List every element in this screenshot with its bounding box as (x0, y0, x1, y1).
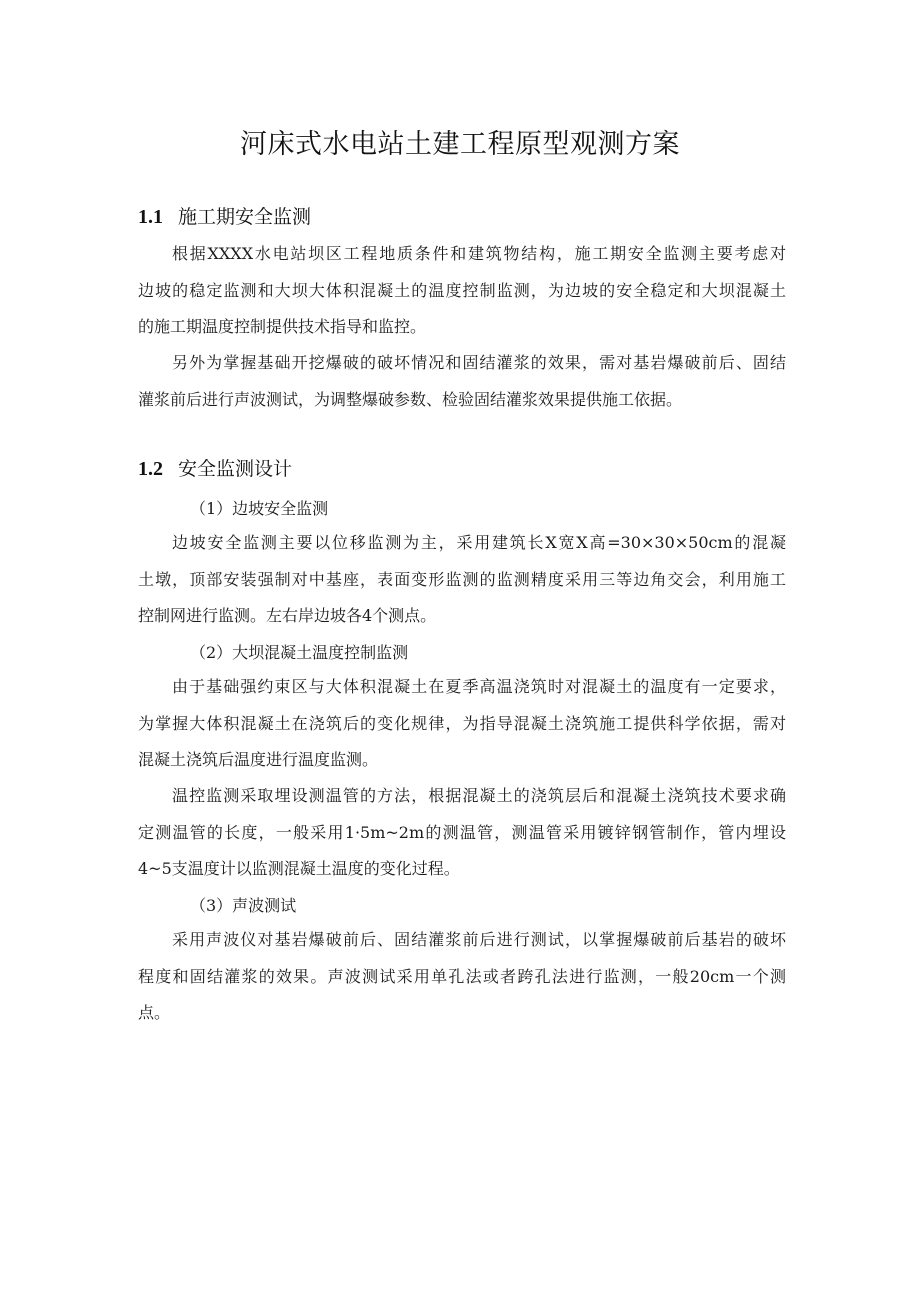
subsection-heading-2: （2）大坝混凝土温度控制监测 (190, 643, 409, 662)
paragraph (138, 922, 786, 1032)
text-line: 边坡的稳定监测和大坝大体积混凝土的温度控制监测，为边坡的安全稳定和大坝混凝土 (138, 280, 786, 300)
section-number: 1.1 (138, 206, 163, 228)
text-line: 边坡安全监测主要以位移监测为主，采用建筑长X宽X高=30×30×50cm的混凝 (172, 533, 786, 552)
text-line: 点。 (138, 1003, 171, 1023)
text-line: 4~5支温度计以监测混凝土温度的变化过程。 (138, 859, 460, 879)
document-title: 河床式水电站土建工程原型观测方案 (240, 129, 680, 160)
text-line: 的施工期温度控制提供技术指导和监控。 (138, 317, 427, 337)
paragraph (138, 525, 786, 635)
subsection-heading-3: （3）声波测试 (190, 896, 297, 915)
paragraph (138, 778, 786, 888)
section-number: 1.2 (138, 458, 163, 480)
text-line: 灌浆前后进行声波测试，为调整爆破参数、检验固结灌浆效果提供施工依据。 (138, 389, 683, 409)
section-heading-1-2 (138, 454, 292, 481)
paragraph (138, 345, 786, 418)
text-line: 根据XXXX水电站坝区工程地质条件和建筑物结构，施工期安全监测主要考虑对 (172, 244, 786, 263)
text-line: 程度和固结灌浆的效果。声波测试采用单孔法或者跨孔法进行监测，一般20cm一个测 (138, 966, 786, 986)
text-line: 由于基础强约束区与大体积混凝土在夏季高温浇筑时对混凝土的温度有一定要求， (172, 677, 786, 696)
text-line: 采用声波仪对基岩爆破前后、固结灌浆前后进行测试，以掌握爆破前后基岩的破坏 (172, 930, 786, 949)
section-title: 安全监测设计 (178, 458, 293, 480)
text-line: 定测温管的长度，一般采用1·5m~2m的测温管，测温管采用镀锌钢管制作，管内埋设 (138, 822, 786, 842)
section-title: 施工期安全监测 (178, 206, 312, 228)
paragraph (138, 669, 786, 779)
text-line: 混凝土浇筑后温度进行温度监测。 (138, 750, 379, 770)
subsection-heading-1: （1）边坡安全监测 (190, 499, 329, 518)
text-line: 温控监测采取埋设测温管的方法，根据混凝土的浇筑层后和混凝土浇筑技术要求确 (172, 786, 786, 805)
text-line: 土墩，顶部安装强制对中基座，表面变形监测的监测精度采用三等边角交会，利用施工 (138, 569, 786, 589)
text-line: 控制网进行监测。左右岸边坡各4个测点。 (138, 606, 437, 626)
text-line: 另外为掌握基础开挖爆破的破坏情况和固结灌浆的效果，需对基岩爆破前后、固结 (172, 353, 786, 372)
paragraph (138, 236, 786, 346)
section-heading-1-1 (138, 202, 311, 229)
text-line: 为掌握大体积混凝土在浇筑后的变化规律，为指导混凝土浇筑施工提供科学依据，需对 (138, 713, 786, 733)
